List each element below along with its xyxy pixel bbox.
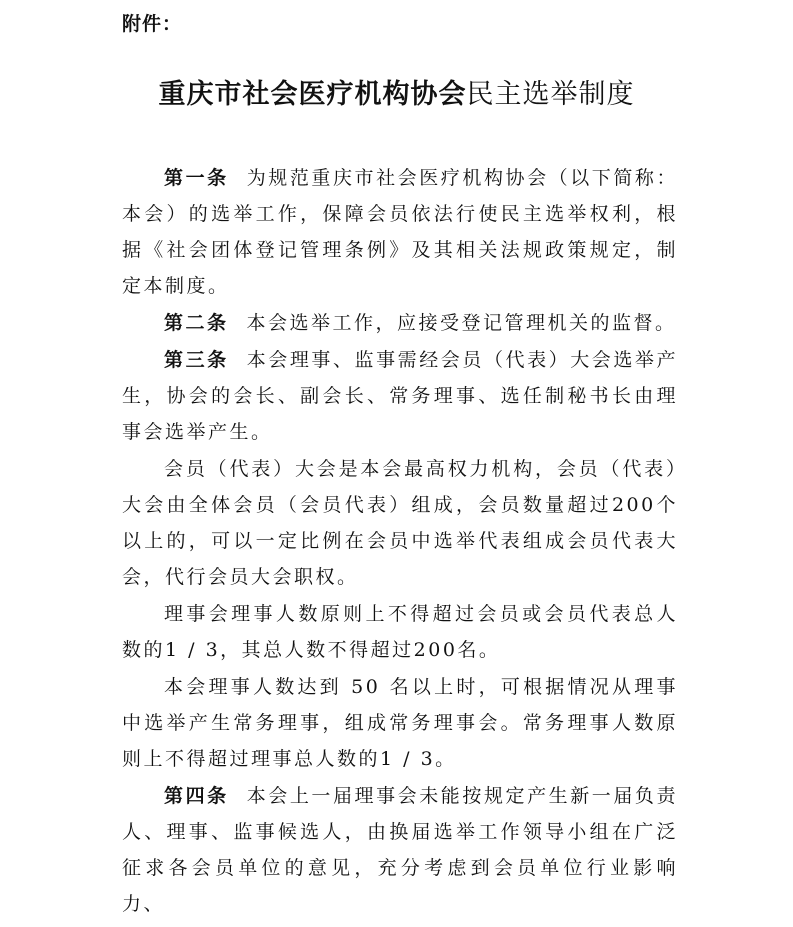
document-body: [122, 160, 678, 923]
article-text: 本会理事、监事需经会员（代表）大会选举产生，协会的会长、副会长、常务理事、选任制秘书长由理事会选举产生。: [122, 349, 678, 443]
article-text: 本会选举工作，应接受登记管理机关的监督。: [246, 312, 677, 334]
article-4: [122, 778, 678, 922]
title-organization: 重庆市社会医疗机构协会: [158, 79, 467, 110]
article-text: 为规范重庆市社会医疗机构协会（以下简称：本会）的选举工作，保障会员依法行使民主选举权利，根据《社会团体登记管理条例》及其相关法规政策规定，制定本制度。: [122, 167, 678, 297]
article-3: [122, 342, 678, 450]
paragraph-text: 会员（代表）大会是本会最高权力机构，会员（代表）大会由全体会员（会员代表）组成，会员数量超过200个以上的，可以一定比例在会员中选举代表组成会员代表大会，代行会员大会职权。: [122, 458, 678, 588]
paragraph-standing-council: [122, 669, 678, 777]
paragraph-general-assembly: [122, 451, 678, 595]
attachment-label: 附件：: [122, 13, 183, 35]
article-label: 第三条: [164, 349, 229, 371]
article-text: 本会上一届理事会未能按规定产生新一届负责人、理事、监事候选人，由换届选举工作领导小组在广泛征求各会员单位的意见，充分考虑到会员单位行业影响力、: [122, 785, 678, 915]
paragraph-council-size: [122, 596, 678, 668]
paragraph-text: 理事会理事人数原则上不得超过会员或会员代表总人数的1 / 3，其总人数不得超过200名。: [122, 603, 678, 661]
document-title: [0, 76, 793, 114]
article-label: 第二条: [164, 312, 229, 334]
article-1: [122, 160, 678, 304]
title-subject: 民主选举制度: [466, 79, 635, 110]
article-2: [122, 305, 678, 341]
paragraph-text: 本会理事人数达到 50 名以上时，可根据情况从理事中选举产生常务理事，组成常务理事会。常务理事人数原则上不得超过理事总人数的1 / 3。: [122, 676, 678, 770]
article-label: 第四条: [164, 785, 229, 807]
article-label: 第一条: [164, 167, 229, 189]
